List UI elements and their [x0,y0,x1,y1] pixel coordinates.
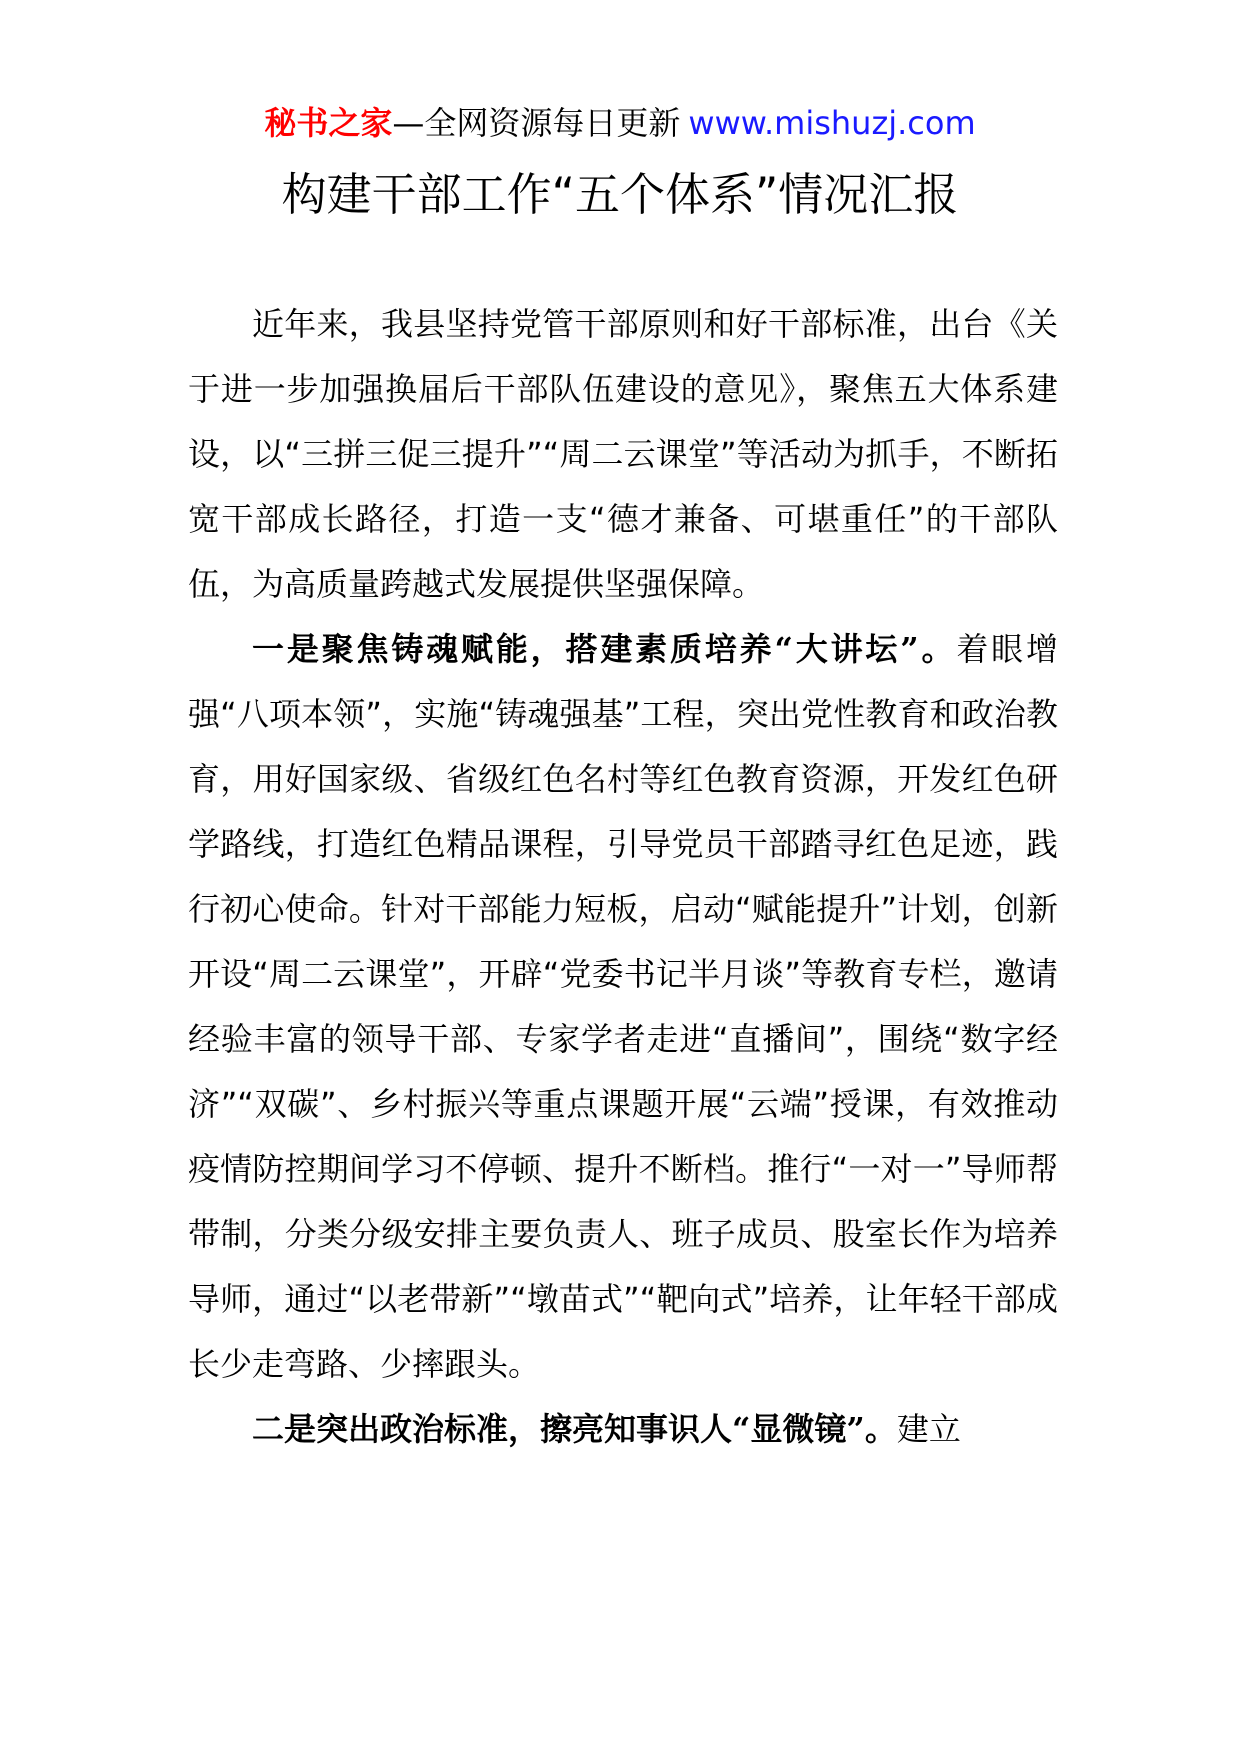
header-tagline: —全网资源每日更新 [392,104,681,142]
document-title: 构建干部工作“五个体系”情况汇报 [281,168,959,221]
paragraph-lead: 二是突出政治标准，擦亮知事识人“显微镜”。 [252,1410,897,1448]
document-body [188,292,1058,1462]
site-url-link[interactable]: www.mishuzj.com [688,104,976,142]
paragraph-lead: 一是聚焦铸魂赋能，搭建素质培养“大讲坛”。 [252,630,957,668]
paragraph-text: 建立 [896,1410,961,1448]
paragraph-text: 着眼增强“八项本领”，实施“铸魂强基”工程，突出党性教育和政治教育，用好国家级、省级红色名村等红色教育资源，开发红色研学路线，打造红色精品课程，引导党员干部踏寻红色足迹，践行初心使命。针对干部能力短板，启动“赋能提升”计划，创新开设“周二云课堂”，开辟“党委书记半月谈”等教育专栏，邀请经验丰富的领导干部、专家学者走进“直播间”，围绕“数字经济”“双碳”、乡村振兴等重点课题开展“云端”授课，有效推动疫情防控期间学习不停顿、提升不断档。推行“一对一”导师帮带制，分类分级安排主要负责人、班子成员、股室长作为培养导师，通过“以老带新”“墩苗式”“靶向式”培养，让年轻干部成长少走弯路、少摔跟头。 [188,630,1058,1383]
paragraph-text: 近年来，我县坚持党管干部原则和好干部标准，出台《关于进一步加强换届后干部队伍建设的意见》，聚焦五大体系建设，以“三拼三促三提升”“周二云课堂”等活动为抓手，不断拓宽干部成长路径，打造一支“德才兼备、可堪重任”的干部队伍，为高质量跨越式发展提供坚强保障。 [188,305,1058,603]
brand-name: 秘书之家 [264,104,393,142]
paragraph-section-one [188,617,1058,1397]
paragraph-section-two [188,1397,1058,1462]
site-header [0,98,1240,148]
paragraph-intro [188,292,1058,617]
